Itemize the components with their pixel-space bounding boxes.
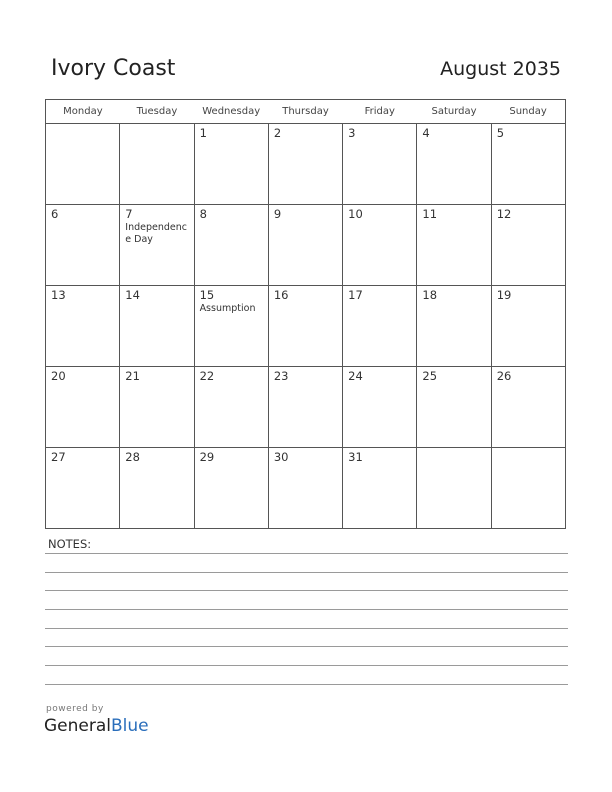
note-line [45, 665, 568, 666]
day-cell [120, 205, 194, 286]
day-cell [194, 367, 268, 448]
day-number: 12 [496, 207, 512, 221]
weekday-monday: Monday [46, 100, 120, 124]
day-cell [343, 448, 417, 529]
day-number: 3 [348, 126, 356, 140]
week-row [46, 124, 566, 205]
day-number: 6 [51, 207, 59, 221]
day-cell [417, 286, 491, 367]
day-number: 21 [125, 369, 140, 383]
day-cell [268, 205, 342, 286]
day-number: 18 [422, 288, 438, 302]
powered-by-text: powered by [46, 704, 104, 714]
day-cell [491, 124, 565, 205]
day-cell [343, 124, 417, 205]
day-number: 30 [273, 450, 289, 464]
day-cell [194, 124, 268, 205]
weekday-tuesday: Tuesday [120, 100, 194, 124]
day-cell [343, 205, 417, 286]
day-cell [46, 367, 120, 448]
day-number: 27 [51, 450, 66, 464]
day-cell [120, 124, 194, 205]
note-line [45, 553, 568, 554]
day-cell [46, 205, 120, 286]
day-number: 15 [199, 288, 215, 302]
day-cell [120, 367, 194, 448]
weekday-saturday: Saturday [417, 100, 491, 124]
day-number: 13 [51, 288, 66, 302]
day-cell [268, 448, 342, 529]
day-cell [417, 124, 491, 205]
day-cell [491, 367, 565, 448]
day-cell [491, 205, 565, 286]
note-line [45, 646, 568, 647]
day-number: 1 [199, 126, 207, 140]
weekday-friday: Friday [343, 100, 417, 124]
note-line [45, 572, 568, 573]
day-cell [120, 286, 194, 367]
weekday-header-row [46, 100, 566, 124]
note-line [45, 628, 568, 629]
day-number: 14 [125, 288, 140, 302]
day-cell [46, 124, 120, 205]
day-number: 25 [422, 369, 438, 383]
day-number: 28 [125, 450, 140, 464]
day-cell [268, 124, 342, 205]
day-cell [268, 286, 342, 367]
day-number: 31 [348, 450, 363, 464]
day-number: 23 [273, 369, 289, 383]
week-row [46, 286, 566, 367]
day-number: 11 [422, 207, 438, 221]
day-cell [46, 286, 120, 367]
day-cell [120, 448, 194, 529]
week-row [46, 448, 566, 529]
weekday-sunday: Sunday [491, 100, 565, 124]
day-number: 9 [273, 207, 282, 221]
note-line [45, 590, 568, 591]
day-cell [46, 448, 120, 529]
week-row [46, 205, 566, 286]
note-line [45, 609, 568, 610]
day-cell [194, 448, 268, 529]
month-title: August 2035 [440, 58, 561, 80]
day-cell [343, 286, 417, 367]
day-cell [417, 448, 491, 529]
day-cell [417, 205, 491, 286]
note-line [45, 684, 568, 685]
day-cell [491, 448, 565, 529]
day-cell [268, 367, 342, 448]
day-number: 8 [199, 207, 207, 221]
holiday-label: Assumption [199, 303, 256, 314]
day-number: 17 [348, 288, 363, 302]
weekday-wednesday: Wednesday [194, 100, 268, 124]
brand-first: General [44, 716, 111, 736]
holiday-label: Independence Day [125, 222, 187, 245]
day-number: 24 [348, 369, 363, 383]
day-number: 5 [496, 126, 505, 140]
day-cell [491, 286, 565, 367]
calendar-grid [45, 99, 566, 529]
week-row [46, 367, 566, 448]
brand-second: Blue [111, 716, 149, 736]
day-number: 22 [199, 369, 215, 383]
day-number: 19 [496, 288, 512, 302]
day-number: 2 [273, 126, 282, 140]
day-number: 10 [348, 207, 363, 221]
day-number: 20 [51, 369, 66, 383]
day-number: 7 [125, 207, 133, 221]
day-number: 16 [273, 288, 289, 302]
day-cell [194, 286, 268, 367]
country-title: Ivory Coast [51, 56, 176, 81]
day-number: 4 [422, 126, 430, 140]
day-cell [417, 367, 491, 448]
day-cell [194, 205, 268, 286]
day-number: 29 [199, 450, 215, 464]
day-cell [343, 367, 417, 448]
brand-logo [44, 716, 149, 736]
day-number: 26 [496, 369, 512, 383]
weekday-thursday: Thursday [268, 100, 342, 124]
notes-label: NOTES: [48, 537, 92, 551]
